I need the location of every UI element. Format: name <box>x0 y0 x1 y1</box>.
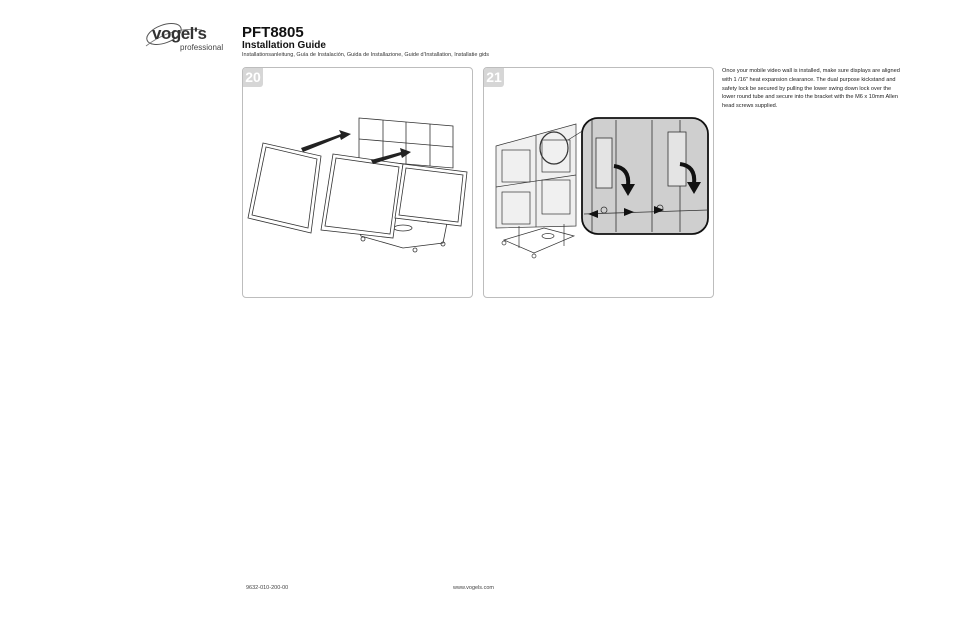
brand-tagline: professional <box>180 43 224 52</box>
document-code: 9632-010-200-00 <box>246 585 289 591</box>
step-number-badge: 20 <box>243 68 263 87</box>
step-number-badge: 21 <box>484 68 504 87</box>
step-21-panel <box>483 67 714 298</box>
step-21-illustration <box>484 68 713 297</box>
step-20-panel <box>242 67 473 298</box>
instruction-text: Once your mobile video wall is installed, make sure displays are aligned with 1 /16" heat expansion clearance. The dual purpose kickstand and safety lock be secured by pulling the lower swing down lock over the lower round tube and secure into the bracket with the M6 x 10mm Allen head screws supplied. <box>722 68 900 110</box>
document-subtitle: Installation Guide <box>242 40 326 51</box>
step-20-illustration <box>243 68 472 297</box>
brand-name: vogel's <box>152 24 207 43</box>
product-title: PFT8805 <box>242 24 304 41</box>
language-list: Installationsanleitung, Guía de Instalación, Guida de Installazione, Guide d’Installation, Installatie gids <box>242 52 490 58</box>
website-link[interactable]: www.vogels.com <box>453 585 494 591</box>
